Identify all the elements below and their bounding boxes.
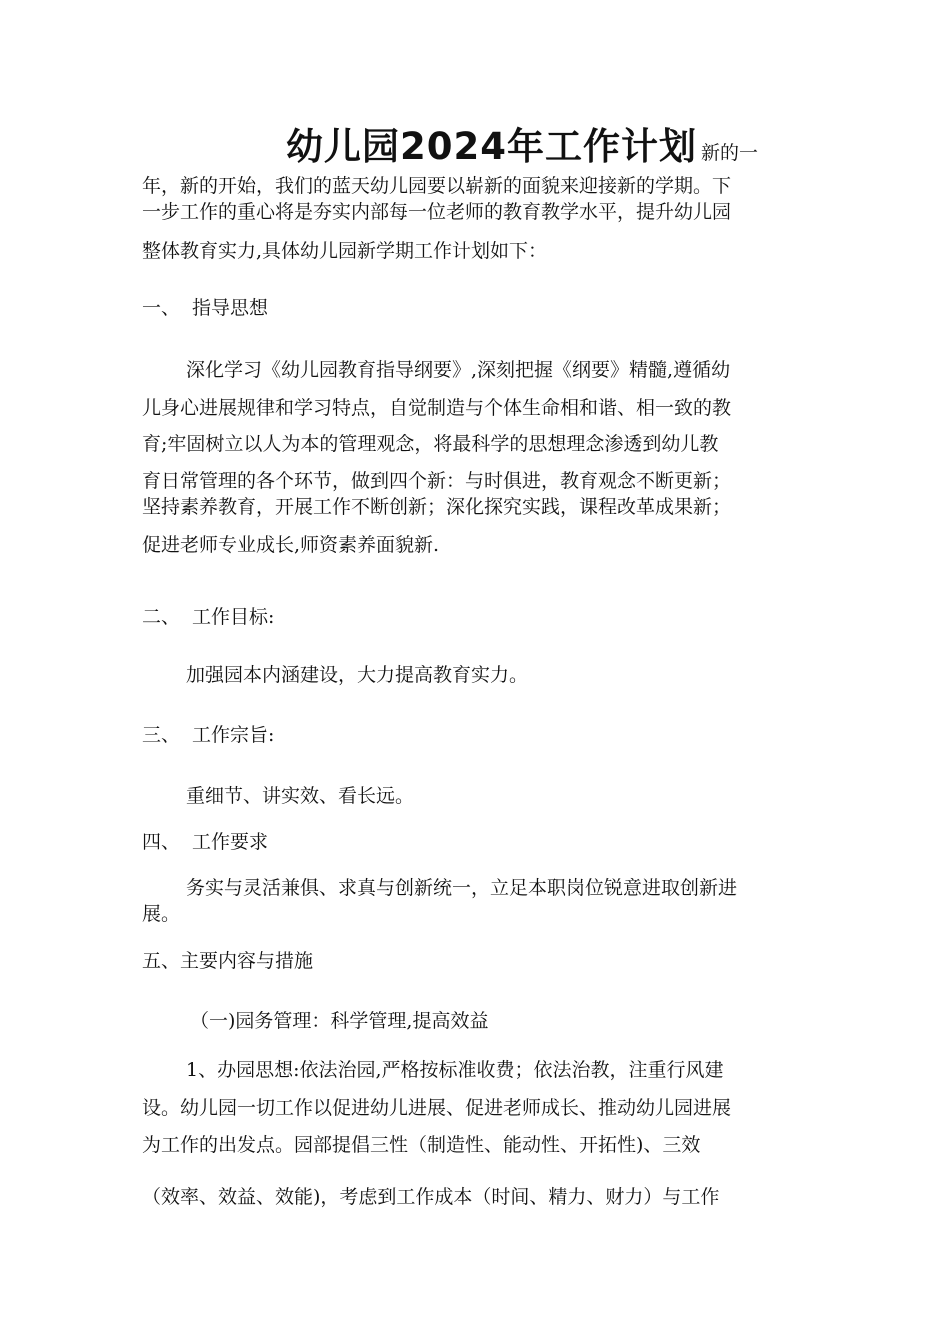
intro-line-2: 年，新的开始，我们的蓝天幼儿园要以崭新的面貌来迎接新的学期。下 [142, 175, 732, 197]
intro-line-3: 一步工作的重心将是夯实内部每一位老师的教育教学水平，提升幼儿园 [142, 201, 732, 223]
section-heading-1 [142, 295, 268, 321]
paragraph-line: 重细节、讲实效、看长远。 [186, 785, 415, 807]
section-heading-2 [142, 604, 274, 630]
paragraph-line: 为工作的出发点。园部提倡三性（制造性、能动性、开拓性)、三效 [142, 1134, 701, 1156]
section-number: 四、 [142, 831, 181, 853]
paragraph-line: 展。 [142, 903, 181, 925]
paragraph-line: （效率、效益、效能)，考虑到工作成本（时间、精力、财力）与工作 [142, 1186, 720, 1208]
section-number: 一、 [142, 297, 181, 319]
title-line [286, 122, 758, 172]
section-title: 工作目标: [192, 606, 275, 628]
paragraph-line: 设。幼儿园一切工作以促进幼儿进展、促进老师成长、推动幼儿园进展 [142, 1097, 732, 1119]
paragraph-line: 深化学习《幼儿园教育指导纲要》,深刻把握《纲要》精髓,遵循幼 [186, 359, 731, 381]
paragraph-line: 促进老师专业成长,师资素养面貌新. [142, 534, 440, 556]
section-heading-3 [142, 722, 274, 748]
paragraph-line: 育;牢固树立以人为本的管理观念，将最科学的思想理念渗透到幼儿教 [142, 433, 719, 455]
section-number: 三、 [142, 724, 181, 746]
section-number: 二、 [142, 606, 181, 628]
document-title: 幼儿园2024年工作计划 [286, 125, 697, 168]
paragraph-line: 1、办园思想:依法治园,严格按标准收费；依法治教，注重行风建 [186, 1059, 724, 1081]
paragraph-line: 儿身心进展规律和学习特点，自觉制造与个体生命相和谐、相一致的教 [142, 397, 732, 419]
section-title: 指导思想 [192, 297, 269, 319]
paragraph-line: 加强园本内涵建设，大力提高教育实力。 [186, 664, 529, 686]
intro-line-1: 新的一 [700, 142, 758, 164]
subsection-heading: （一)园务管理：科学管理,提高效益 [190, 1010, 489, 1032]
paragraph-line: 务实与灵活兼俱、求真与创新统一，立足本职岗位锐意进取创新进 [186, 877, 738, 899]
section-heading-5: 五、主要内容与措施 [142, 950, 314, 972]
section-heading-4 [142, 829, 268, 855]
intro-line-4: 整体教育实力,具体幼儿园新学期工作计划如下： [142, 240, 548, 262]
section-title: 工作要求 [192, 831, 269, 853]
paragraph-line: 坚持素养教育，开展工作不断创新；深化探究实践，课程改革成果新； [142, 496, 732, 518]
section-title: 工作宗旨: [192, 724, 275, 746]
paragraph-line: 育日常管理的各个环节，做到四个新：与时俱进，教育观念不断更新； [142, 470, 732, 492]
